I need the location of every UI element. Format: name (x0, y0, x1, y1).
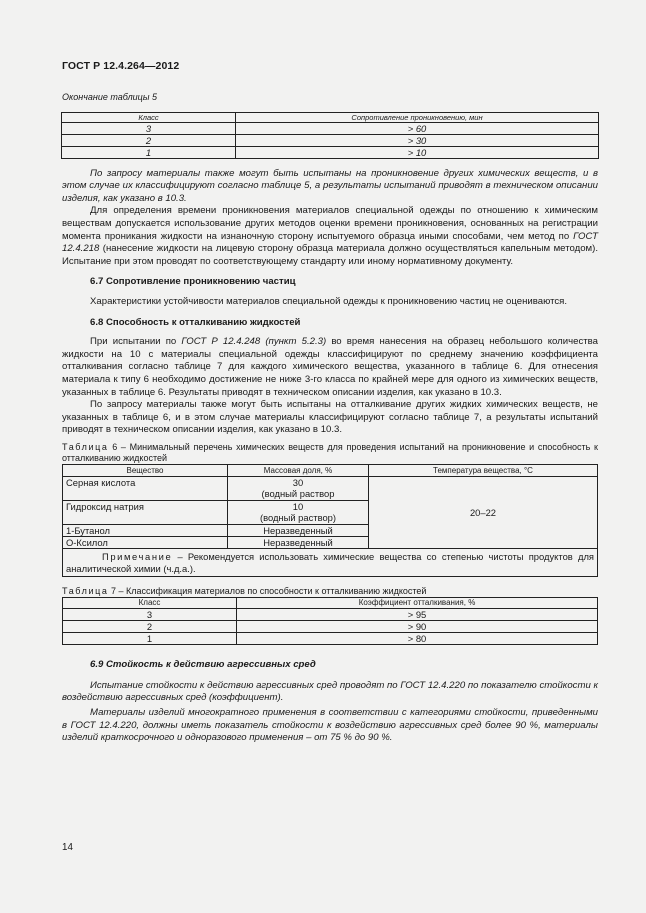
caption-text: 6 – Минимальный перечень химических веществ для проведения испытаний на проникновение и способность к отталкиванию жидкостей (62, 441, 598, 463)
gost-reference: ГОСТ 12.4.218 (62, 230, 598, 255)
table-row (63, 633, 598, 645)
gost-reference: ГОСТ Р 12.4.248 (пункт 5.2.3) (181, 336, 327, 348)
table-row (62, 134, 599, 146)
table6-caption (62, 442, 598, 464)
table-row (63, 621, 598, 633)
section-6-7-text: Характеристики устойчивости материалов специальной одежды к проникновению частиц не оцениваются. (90, 295, 568, 307)
table6-cell-substance: 1-Бутанол (63, 524, 228, 536)
table7-cell-class: 3 (63, 609, 237, 621)
table7-header-value: Коэффициент отталкивания, % (237, 598, 598, 609)
section-heading-6-7: 6.7 Сопротивление проникновению частиц (90, 276, 296, 288)
table6-note (63, 549, 598, 577)
table6-cell-substance: О-Ксилол (63, 536, 228, 548)
mass-value: 30 (292, 476, 304, 488)
table6-cell-substance: Серная кислота (63, 476, 228, 500)
table-row (62, 146, 599, 158)
paragraph-additional-testing: По запросу материалы также могут быть испытаны на проникновение других химических веществ, и в этом случае их классифицируют согласно таблице 5, а результаты испытаний приводят в техническом описании изделия, как указано в 10.3. (62, 167, 598, 204)
table7-cell-value: > 80 (237, 633, 598, 645)
table7-cell-value: > 90 (237, 621, 598, 633)
table5-cell-value: > 10 (236, 146, 599, 158)
text-part: Для определения времени проникновения материалов специальной одежды по отношению к химическим веществам допускается использование других методов оценки времени проникновения, основанных на регистрации момента проникания жидкости на изнаночную сторону испытуемого образца иными способами, чем метод по (62, 205, 598, 242)
table5-header-class: Класс (62, 112, 236, 122)
note-text: – Рекомендуется использовать химические вещества со степенью чистоты продуктов для аналитической химии (ч.д.а.). (66, 551, 594, 574)
page-content (62, 91, 598, 745)
section-6-8-paragraph-1 (62, 336, 598, 399)
section-heading-6-8: 6.8 Способность к отталкиванию жидкостей (90, 316, 301, 328)
table5-cell-class: 2 (62, 134, 236, 146)
table-row (63, 476, 598, 500)
note-label: Примечание (102, 551, 173, 563)
text-part: во время нанесения на образец небольшого количества жидкости на 10 с материалы специальной одежды классифицируют по среднему значению коэффициента отталкивания согласно таблице 7 для каждого химического вещества, указанного в таблице 6. Для отнесения материала к типу 6 необходимо достижение не ниже 3-го класса по крайней мере для одного из химических веществ, указанных в таблице 6. Результаты приводят в техническом описании изделия, как указано в 10.3. (62, 336, 598, 398)
page-number: 14 (62, 842, 73, 853)
text-part: (нанесение жидкости на лицевую сторону образца материала должно осуществляться капельным методом). Испытание при этом проводят по соответствующему стандарту или иному нормативному документу. (62, 243, 598, 267)
section-6-8-paragraph-2: По запросу материалы также могут быть испытаны на отталкивание других жидких химических веществ, не указанных в таблице 6, и в этом случае материалы классифицируют согласно таблице 7, а результаты испытаний приводят в техническом описании изделия, как указано в 10.3. (62, 399, 598, 436)
table7-cell-class: 2 (63, 621, 237, 633)
section-6-9-paragraph-1: Испытание стойкости к действию агрессивных сред проводят по ГОСТ 12.4.220 по показателю стойкости к воздействию агрессивных сред (коэффициент). (62, 679, 598, 704)
table6-cell-mass (228, 476, 369, 500)
section-6-9-paragraph-2: Материалы изделий многократного применения в соответствии с категориями стойкости, приведенными в ГОСТ 12.4.220, должны иметь показатель стойкости к воздействию агрессивных сред более 90 %, материалы изделий краткосрочного и одноразового применения – от 75 % до 90 %. (62, 706, 598, 744)
table5-cell-value: > 60 (236, 122, 599, 134)
table-row (62, 122, 599, 134)
table7-cell-value: > 95 (237, 609, 598, 621)
text-part: При испытании по (90, 336, 182, 348)
table6-cell-mass: Неразведенный (228, 524, 369, 536)
table6-header-mass: Массовая доля, % (228, 464, 369, 476)
table6-cell-temp: 20–22 (369, 476, 598, 548)
table5-header-value: Сопротивление проникновению, мин (236, 112, 599, 122)
table-label: Таблица (62, 441, 109, 452)
mass-value: 10 (292, 500, 304, 512)
table5-cell-class: 3 (62, 122, 236, 134)
caption-text: 7 – Классификация материалов по способности к отталкиванию жидкостей (108, 586, 427, 597)
table7-cell-class: 1 (63, 633, 237, 645)
paragraph-alternative-methods (62, 205, 598, 268)
table-label: Таблица (62, 586, 109, 597)
table5-cell-value: > 30 (236, 134, 599, 146)
standard-header: ГОСТ Р 12.4.264—2012 (62, 60, 180, 72)
table5-cell-class: 1 (62, 146, 236, 158)
table6-cell-substance: Гидроксид натрия (63, 500, 228, 524)
table6-cell-mass: Неразведенный (228, 536, 369, 548)
section-heading-6-9: 6.9 Стойкость к действию агрессивных сред (90, 659, 316, 671)
table-5 (61, 112, 599, 159)
table-6 (62, 464, 598, 577)
table6-header-temp: Температура вещества, °С (369, 464, 598, 476)
table-7 (62, 597, 598, 645)
table6-header-substance: Вещество (63, 464, 228, 476)
table6-cell-mass (228, 500, 369, 524)
mass-note: (водный раствор (261, 488, 335, 500)
table7-header-class: Класс (63, 598, 237, 609)
table7-caption (62, 586, 598, 597)
table5-caption: Окончание таблицы 5 (62, 92, 157, 102)
table-row (63, 609, 598, 621)
table-row (63, 549, 598, 577)
mass-note: (водный раствор) (259, 512, 337, 524)
